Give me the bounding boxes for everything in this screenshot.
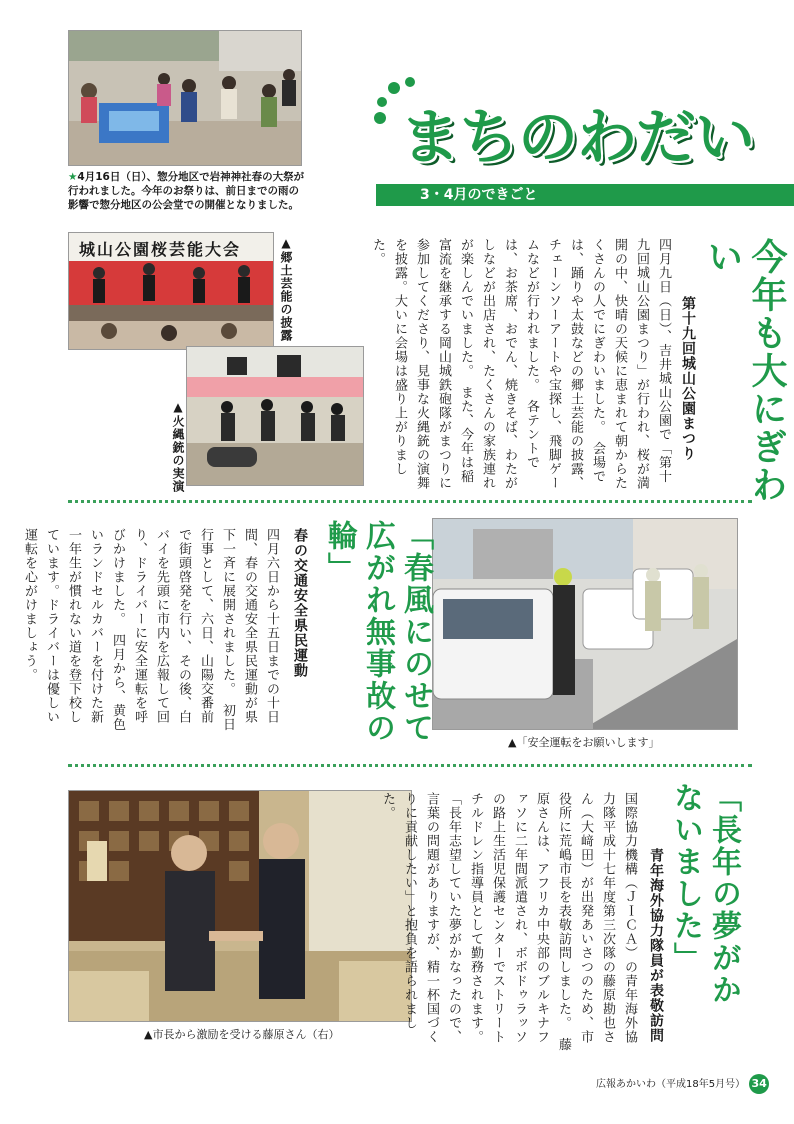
- festival-banner-text: 城山公園桜芸能大会: [79, 240, 242, 259]
- traffic-safety-photo-caption: ▲「安全運転をお願いします」: [508, 736, 660, 749]
- star-icon: ★: [68, 171, 78, 183]
- article3-subhead: 青年海外協力隊員が表敬訪問: [648, 848, 664, 1043]
- traffic-safety-photo: [432, 518, 738, 730]
- article1-headline: 今年も大にぎわい: [702, 238, 787, 504]
- publication-name: 広報あかいわ（平成18年5月号）: [596, 1079, 746, 1090]
- matchlock-demo-caption: ▲火縄銃の実演: [171, 400, 185, 493]
- article3-headline: 「長年の夢がかないました」: [668, 782, 741, 1006]
- masthead-subtitle-bar: [376, 184, 794, 206]
- section-divider-2: [68, 764, 752, 767]
- festival-photo: [68, 30, 302, 166]
- masthead-title: まちのわだい: [400, 103, 754, 173]
- article1-body: 四月九日（日）、吉井城山公園で「第十九回城山公園まつり」が行われ、桜が満開の中、快晴の天候に恵まれて朝からたくさんの人でにぎわいました。 会場では、踊りや太鼓などの郷土芸能の披露、チェーンソーアートや宝探し、飛脚ゲームなどが行われました。 各テントでは、お茶席、おでん、焼きそば、わたがしなどが出店され、たくさんの家族連れが楽しんでいました。 また、今年は稲富流を継承する岡山城鉄砲隊がまつりに参加してくださり、見事な火縄銃の演舞を披露。大いに会場は盛り上がりました。: [370, 238, 671, 490]
- page-number: 34: [749, 1074, 769, 1094]
- section-divider-1: [68, 500, 752, 503]
- masthead-subtitle: 3・4月のできごと: [420, 187, 538, 203]
- matchlock-demo-photo: [186, 346, 364, 486]
- mayor-handshake-photo: [68, 790, 412, 1022]
- folk-dance-caption: ▲郷土芸能の披露: [279, 236, 293, 342]
- mayor-handshake-caption: ▲市長から激励を受ける藤原さん（右）: [144, 1028, 340, 1041]
- article2-body: 四月六日から十五日までの十日間、春の交通安全県民運動が県下一斉に展開されました。 初日行事として、六日、山陽交番前で街頭啓発を行い、その後、白バイを先頭に市内を広報して回り、ドライバーに安全運転を呼びかけました。 四月から、黄色いランドセルカバーを付けた新一年生が慣れない道を登下校しています。ドライバーは優しい運転を心がけましょう。: [22, 528, 279, 732]
- folk-dance-photo: [68, 232, 274, 350]
- article2-subhead: 春の交通安全県民運動: [292, 528, 308, 678]
- article1-subhead: 第十九回城山公園まつり: [680, 296, 696, 461]
- page-footer: [596, 1074, 769, 1094]
- festival-photo-caption: ★4月16日（日）、惣分地区で岩神神社春の大祭が行われました。今年のお祭りは、前日までの雨の影響で惣分地区の公会堂での開催となりました。: [68, 171, 305, 211]
- article3-body: 国際協力機構（ＪＩＣＡ）の青年海外協力隊平成十七年度第三次隊の藤原勘也さん（大﨑田）が出発あいさつのため、市役所に荒嶋市長を表敬訪問しました。 藤原さんは、アフリカ中央部のブルキナファソに二年間派遣され、ボボドゥラッソの路上生活児保護センターでストリートチルドレン指導員として勤務されます。 「長年志望していた夢がかなったので、言葉の問題がありますが、精一杯国づくりに貢献したい」と抱負を語られました。: [380, 792, 637, 1052]
- article2-headline: 「春風にのせて広がれ無事故の輪」: [322, 520, 433, 744]
